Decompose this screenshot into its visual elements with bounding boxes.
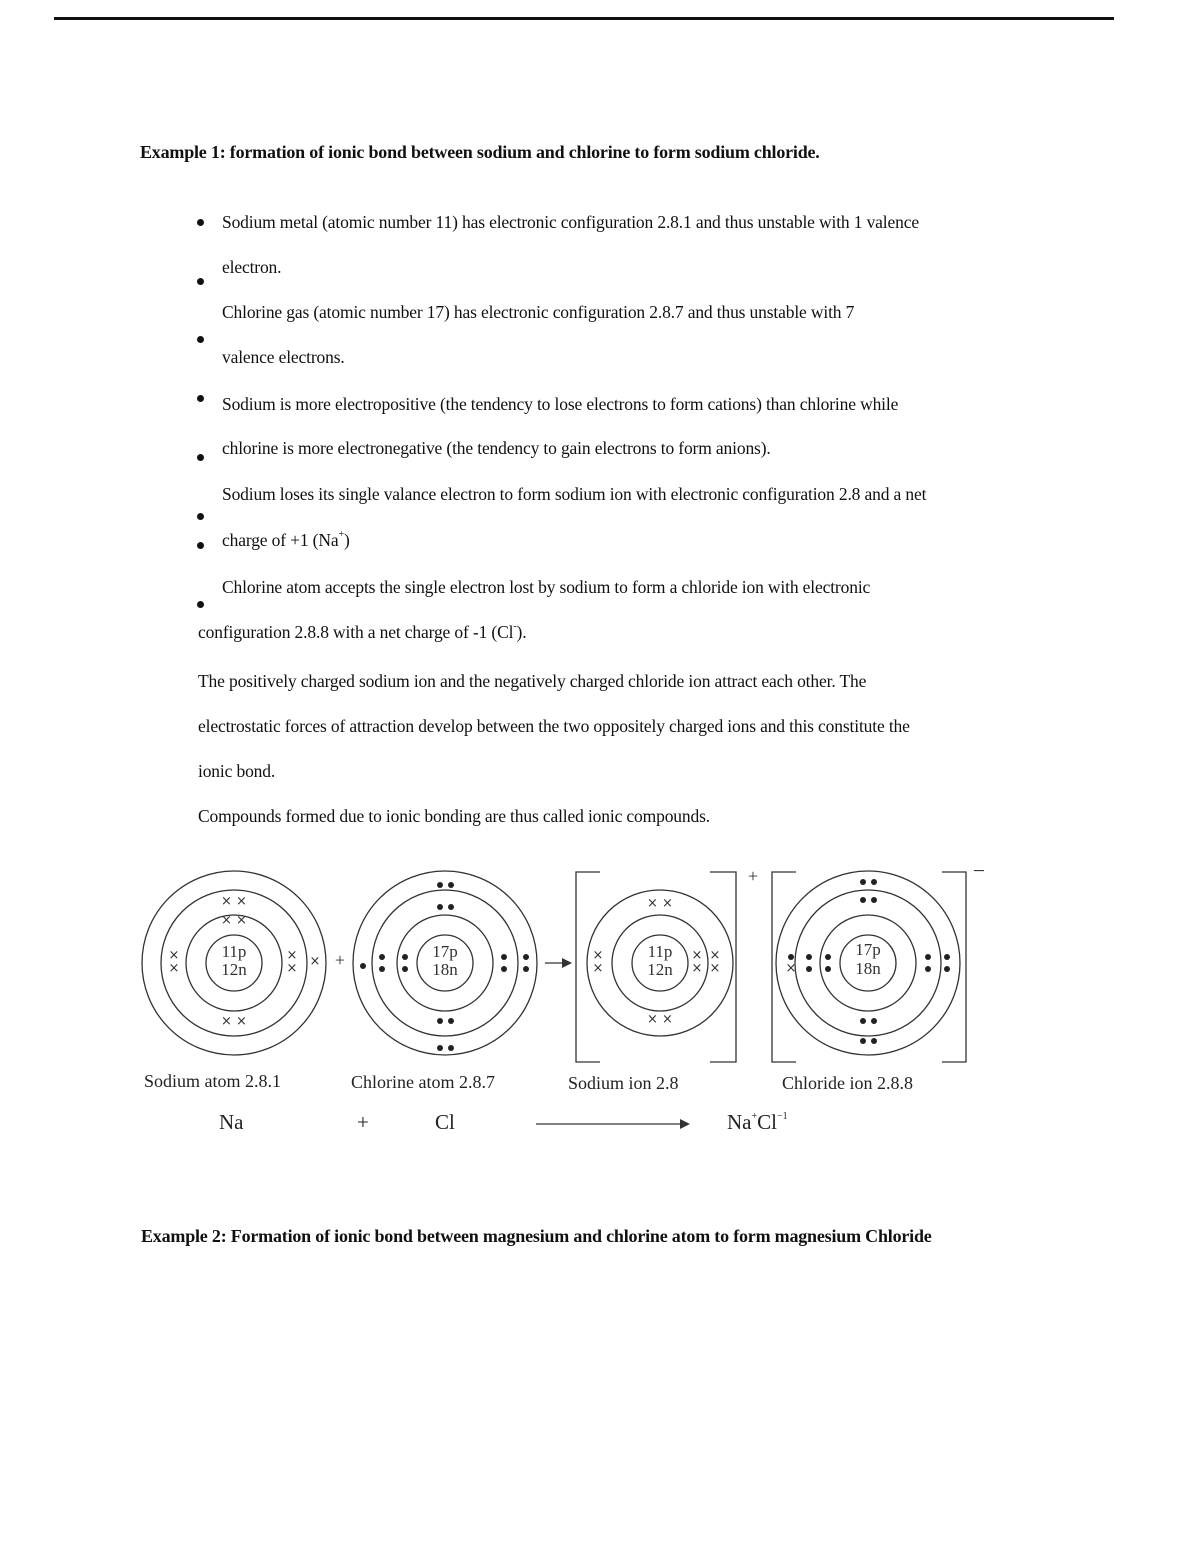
electron-dot-icon (871, 1038, 877, 1044)
ionic-bond-diagram (130, 860, 1010, 1070)
electron-dot-icon (860, 879, 866, 885)
nucleus-protons: 11p (221, 942, 247, 961)
electron-dot-icon (437, 882, 443, 888)
electron-cross-icon: × × (221, 1014, 247, 1029)
bullet-icon (197, 219, 204, 226)
paragraph-line: ionic bond. (198, 761, 276, 781)
electron-dot-icon (925, 954, 931, 960)
electron-cross-icon: × × (221, 894, 247, 909)
electron-dot-icon (806, 966, 812, 972)
electron-cross-icon: × (168, 961, 180, 976)
electron-cross-icon: × (286, 948, 298, 963)
electron-dot-icon (871, 879, 877, 885)
bullet-icon (197, 513, 204, 520)
bullet-icon (197, 542, 204, 549)
page-top-rule (54, 17, 1114, 20)
chloride-ion-charge: − (972, 860, 986, 883)
bullet-icon (197, 278, 204, 285)
chloride-ion-label: Chloride ion 2.8.8 (782, 1073, 913, 1093)
electron-dot-icon (806, 954, 812, 960)
electron-cross-icon: × (709, 961, 721, 976)
equation-cl: Cl (435, 1110, 455, 1134)
electron-dot-icon (379, 966, 385, 972)
nucleus-neutrons: 12n (221, 960, 247, 979)
electron-dot-icon (501, 966, 507, 972)
electron-cross-icon: × × (221, 913, 247, 928)
bullet-icon (197, 395, 204, 402)
nucleus-neutrons: 12n (647, 960, 673, 979)
example2-heading: Example 2: Formation of ionic bond between magnesium and chlorine atom to form magnesium Chloride (141, 1226, 932, 1246)
charge-line: charge of +1 (Na+) (222, 529, 350, 550)
electron-cross-icon: × (286, 961, 298, 976)
electron-dot-icon (523, 966, 529, 972)
electron-dot-icon (379, 954, 385, 960)
chlorine-atom-label: Chlorine atom 2.8.7 (351, 1072, 495, 1092)
sodium-atom-label: Sodium atom 2.8.1 (144, 1071, 282, 1091)
electron-dot-icon (360, 963, 366, 969)
nucleus-protons: 11p (647, 942, 673, 961)
electron-cross-icon: × × (647, 1012, 673, 1027)
paragraph-line: The positively charged sodium ion and the negatively charged chloride ion attract each other. The (198, 671, 867, 691)
plus-sign: + (334, 950, 346, 970)
config-line: configuration 2.8.8 with a net charge of -1 (Cl-). (198, 621, 527, 642)
sodium-ion-label: Sodium ion 2.8 (568, 1073, 679, 1093)
electron-dot-icon (448, 882, 454, 888)
electron-dot-icon (944, 966, 950, 972)
paragraph-line: Compounds formed due to ionic bonding are thus called ionic compounds. (198, 806, 710, 826)
electron-dot-icon (944, 954, 950, 960)
bullet-icon (197, 454, 204, 461)
electron-dot-icon (402, 966, 408, 972)
paragraph-line: electrostatic forces of attraction develop between the two oppositely charged ions and this constitute the (198, 716, 910, 736)
electron-dot-icon (437, 1018, 443, 1024)
electron-cross-icon: × (691, 948, 703, 963)
text-line: Sodium loses its single valance electron to form sodium ion with electronic configuration 2.8 and a net (222, 484, 927, 504)
nucleus-protons: 17p (432, 942, 458, 961)
text-line: Chlorine gas (atomic number 17) has electronic configuration 2.8.7 and thus unstable with 7 (222, 302, 855, 322)
nucleus-protons: 17p (855, 940, 881, 959)
nucleus-neutrons: 18n (432, 960, 458, 979)
electron-dot-icon (871, 897, 877, 903)
received-electron-cross-icon: × (785, 961, 797, 976)
electron-dot-icon (448, 1018, 454, 1024)
equation-arrow-icon (536, 1116, 692, 1132)
valence-electron-cross-icon: × (309, 954, 321, 969)
text-line: valence electrons. (222, 347, 345, 367)
electron-dot-icon (860, 1018, 866, 1024)
electron-dot-icon (448, 1045, 454, 1051)
electron-dot-icon (860, 1038, 866, 1044)
reaction-arrowhead-icon (562, 958, 572, 968)
equation-plus: + (357, 1110, 369, 1134)
bullet-icon (197, 601, 204, 608)
text-line: electron. (222, 257, 282, 277)
electron-dot-icon (860, 897, 866, 903)
electron-dot-icon (788, 954, 794, 960)
equation-na: Na (219, 1110, 244, 1134)
text-line: Sodium metal (atomic number 11) has electronic configuration 2.8.1 and thus unstable with 1 valence (222, 212, 919, 232)
electron-dot-icon (501, 954, 507, 960)
electron-dot-icon (925, 966, 931, 972)
electron-cross-icon: × (592, 948, 604, 963)
text-line: Chlorine atom accepts the single electron lost by sodium to form a chloride ion with electronic (222, 577, 871, 597)
electron-dot-icon (402, 954, 408, 960)
electron-cross-icon: × (168, 948, 180, 963)
electron-dot-icon (437, 904, 443, 910)
electron-cross-icon: × (709, 948, 721, 963)
text-line: chlorine is more electronegative (the tendency to gain electrons to form anions). (222, 438, 771, 458)
electron-cross-icon: × (691, 961, 703, 976)
example1-heading: Example 1: formation of ionic bond between sodium and chlorine to form sodium chloride. (140, 142, 820, 162)
electron-cross-icon: × × (647, 896, 673, 911)
sodium-ion-charge: + (747, 866, 759, 886)
electron-dot-icon (437, 1045, 443, 1051)
equation-product: $Na^+Cl^{-1}$ (727, 1110, 788, 1134)
nucleus-neutrons: 18n (855, 959, 881, 978)
electron-dot-icon (871, 1018, 877, 1024)
electron-dot-icon (448, 904, 454, 910)
electron-dot-icon (825, 966, 831, 972)
electron-cross-icon: × (592, 961, 604, 976)
electron-dot-icon (825, 954, 831, 960)
bullet-icon (197, 336, 204, 343)
text-line: Sodium is more electropositive (the tendency to lose electrons to form cations) than chlorine while (222, 394, 899, 414)
electron-dot-icon (523, 954, 529, 960)
